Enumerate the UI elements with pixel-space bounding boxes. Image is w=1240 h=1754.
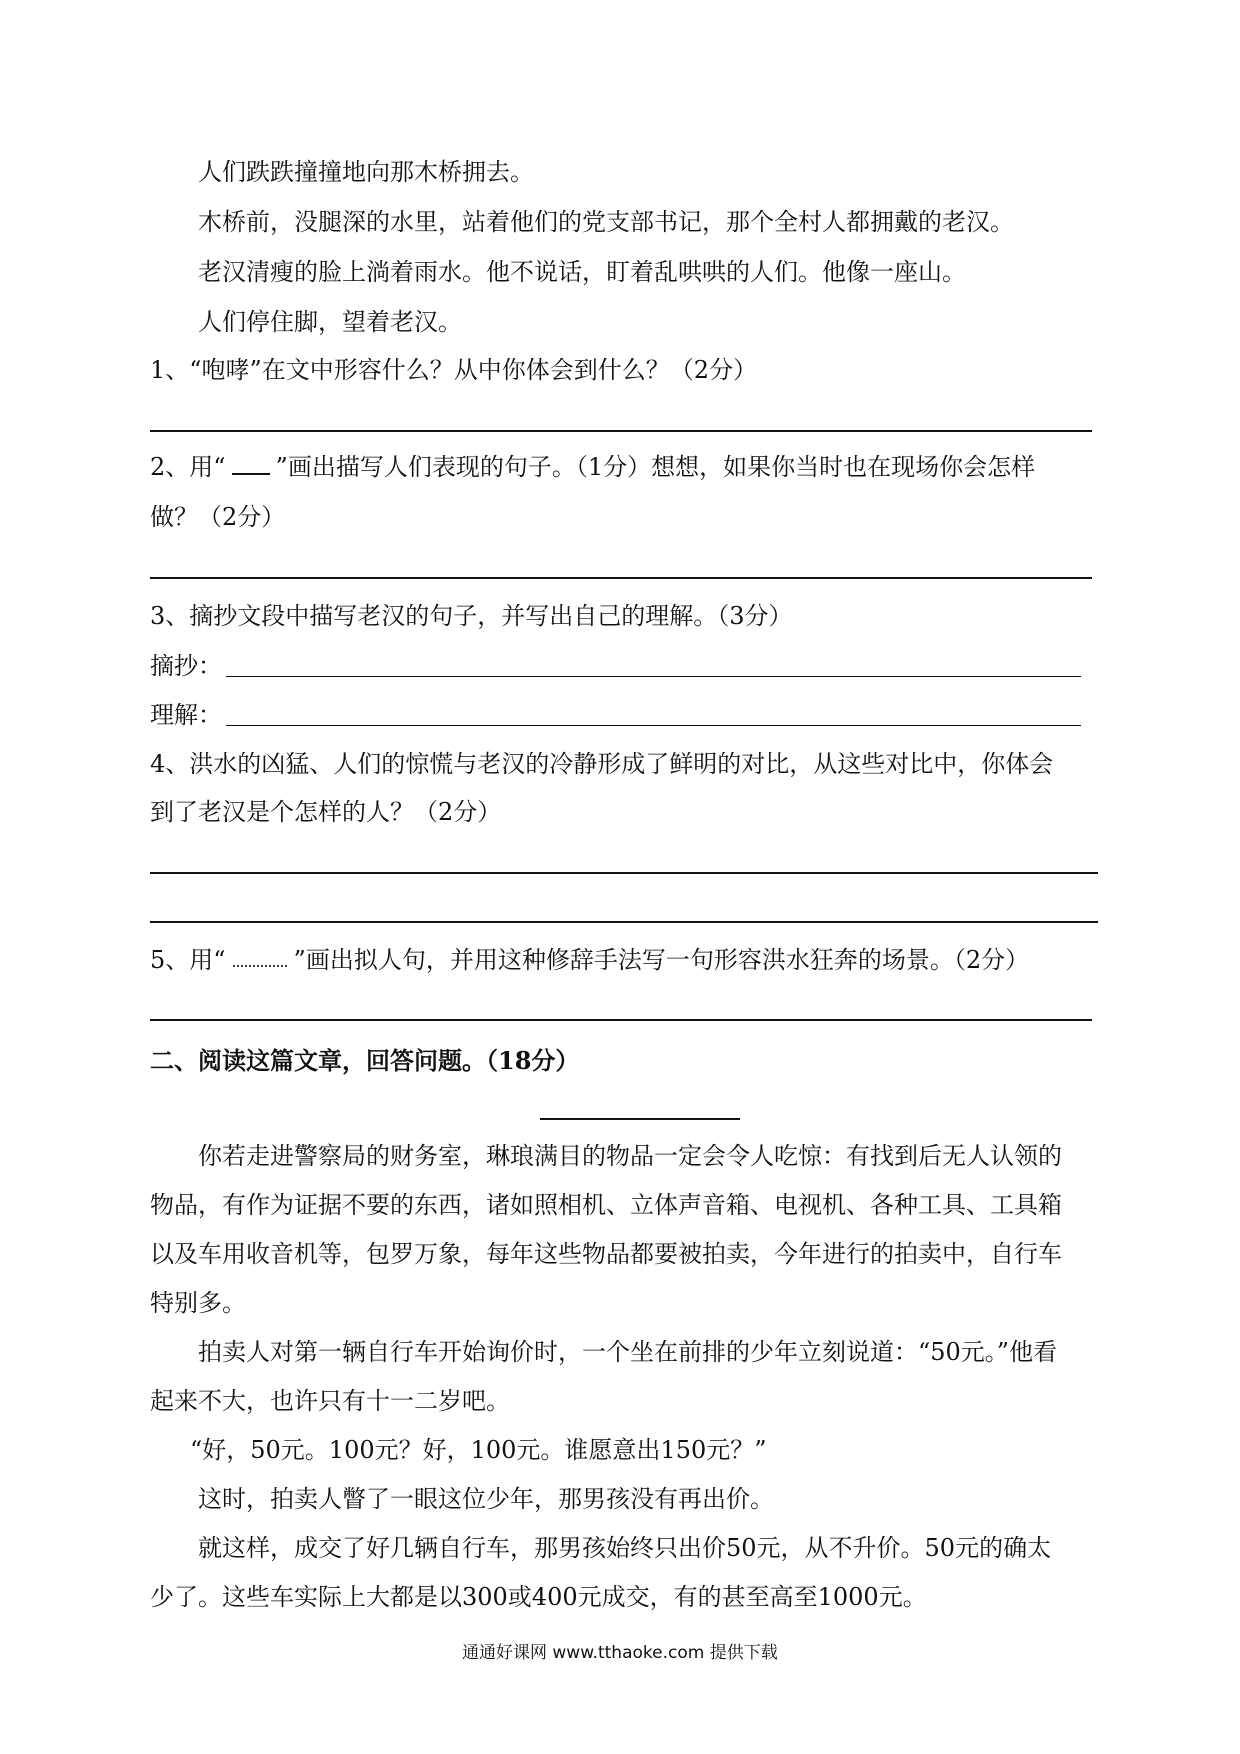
passage2-line-5: 拍卖人对第一辆自行车开始询价时，一个坐在前排的少年立刻说道：“50元。”他看 [198, 1338, 1058, 1366]
question-2-suffix: ”画出描写人们表现的句子。（1分）想想，如果你当时也在现场你会怎样 [275, 453, 1036, 481]
answer-line-q1[interactable] [150, 430, 1092, 432]
solid-underline-sample [232, 455, 270, 475]
answer-line-q4-1[interactable] [150, 872, 1098, 874]
passage2-line-9: 就这样，成交了好几辆自行车，那男孩始终只出价50元，从不升价。50元的确太 [198, 1534, 1052, 1562]
passage1-line-3: 老汉清瘦的脸上淌着雨水。他不说话，盯着乱哄哄的人们。他像一座山。 [198, 258, 966, 286]
passage1-line-2: 木桥前，没腿深的水里，站着他们的党支部书记，那个全村人都拥戴的老汉。 [198, 208, 1014, 236]
question-5-suffix: ”画出拟人句，并用这种修辞手法写一句形容洪水狂奔的场景。（2分） [293, 946, 1030, 974]
passage2-line-1: 你若走进警察局的财务室，琳琅满目的物品一定会令人吃惊：有找到后无人认领的 [198, 1142, 1062, 1170]
q3-understanding-line[interactable] [226, 725, 1081, 726]
answer-line-q2[interactable] [150, 577, 1092, 579]
passage2-line-10: 少了。这些车实际上大都是以300或400元成交，有的甚至高至1000元。 [150, 1583, 927, 1611]
passage2-line-3: 以及车用收音机等，包罗万象，每年这些物品都要被拍卖，今年进行的拍卖中，自行车 [150, 1240, 1062, 1268]
wavy-underline-sample [232, 950, 288, 968]
title-blank-line[interactable] [540, 1118, 740, 1120]
passage1-line-4: 人们停住脚，望着老汉。 [198, 308, 462, 336]
passage2-line-4: 特别多。 [150, 1289, 246, 1317]
question-5-prefix: 5、用“ [150, 946, 226, 974]
passage2-line-7: “好，50元。100元？好，100元。谁愿意出150元？” [190, 1436, 767, 1464]
q3-excerpt-label: 摘抄： [150, 652, 222, 680]
footer-credit: 通通好课网 www.tthaoke.com 提供下载 [462, 1643, 778, 1663]
question-4-line-1: 4、洪水的凶猛、人们的惊慌与老汉的冷静形成了鲜明的对比，从这些对比中，你体会 [150, 750, 1054, 778]
passage2-line-2: 物品，有作为证据不要的东西，诸如照相机、立体声音箱、电视机、各种工具、工具箱 [150, 1191, 1062, 1219]
answer-line-q4-2[interactable] [150, 921, 1098, 923]
passage1-line-1: 人们跌跌撞撞地向那木桥拥去。 [198, 158, 534, 186]
question-2-line-1 [150, 452, 1035, 482]
question-5-line [150, 945, 1029, 975]
question-2-line-2: 做？（2分） [150, 503, 286, 531]
passage2-line-6: 起来不大，也许只有十一二岁吧。 [150, 1387, 510, 1415]
q3-excerpt-line[interactable] [226, 676, 1081, 677]
answer-line-q5[interactable] [150, 1019, 1092, 1021]
question-2-prefix: 2、用“ [150, 453, 226, 481]
question-1: 1、“咆哮”在文中形容什么？从中你体会到什么？（2分） [150, 356, 758, 384]
section-2-heading: 二、阅读这篇文章，回答问题。（18分） [150, 1046, 580, 1075]
question-4-line-2: 到了老汉是个怎样的人？（2分） [150, 798, 502, 826]
passage2-line-8: 这时，拍卖人瞥了一眼这位少年，那男孩没有再出价。 [198, 1485, 774, 1513]
q3-understanding-label: 理解： [150, 701, 222, 729]
question-3: 3、摘抄文段中描写老汉的句子，并写出自己的理解。（3分） [150, 602, 793, 630]
